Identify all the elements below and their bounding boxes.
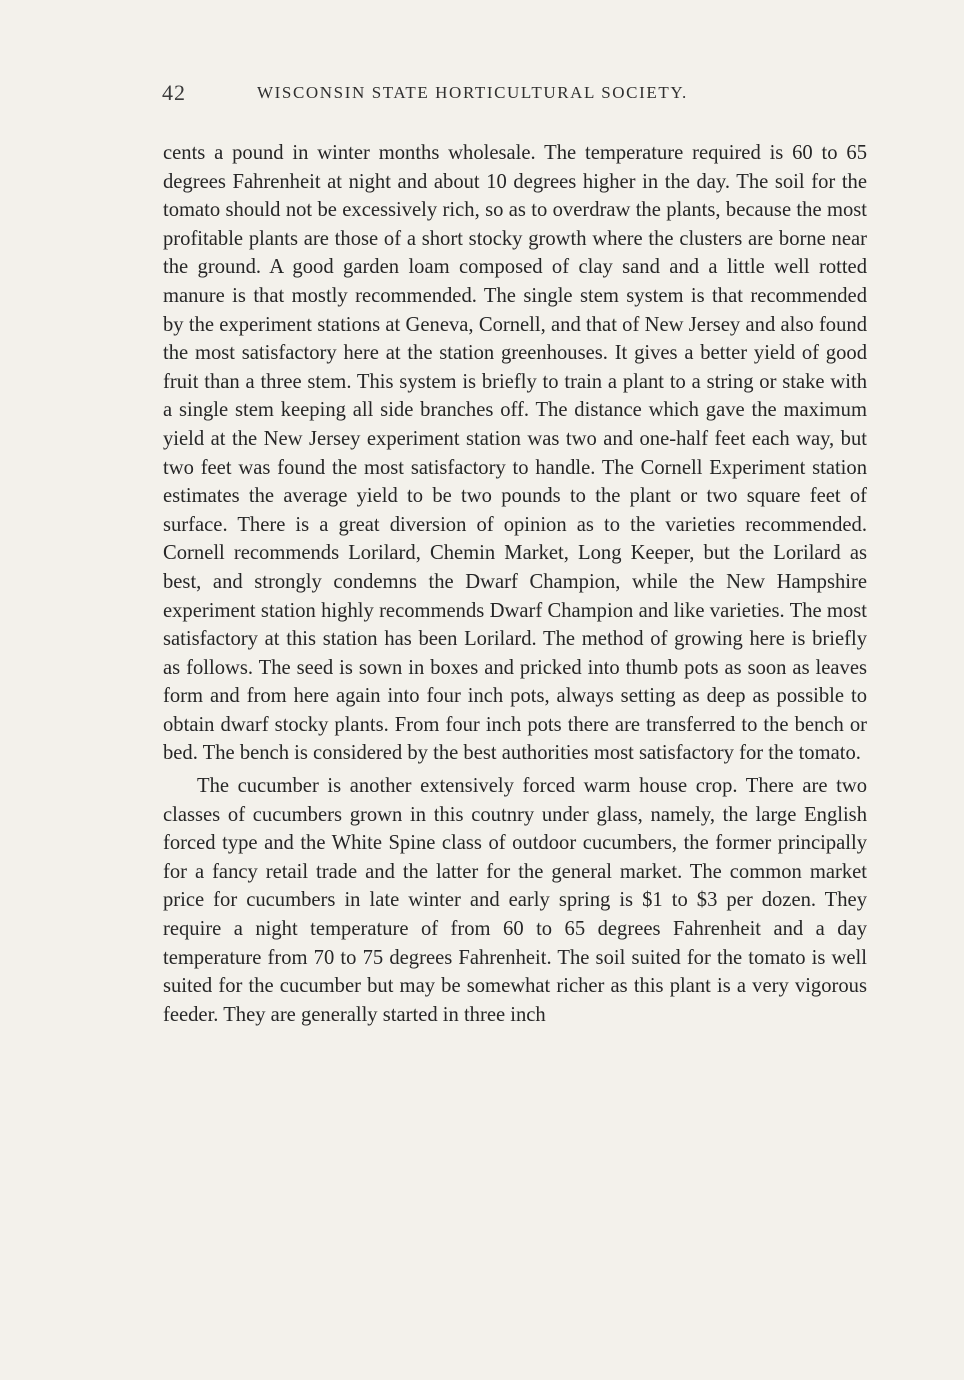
- page-header: [162, 80, 864, 108]
- page-number: 42: [162, 80, 186, 105]
- paragraph-cucumber: The cucumber is another extensively forced warm house crop. There are two classes of cucumbers grown in this coutnry under glass, namely, the large English forced type and the White Spine class of outdoor cucumbers, the former principally for a fancy retail trade and the latter for the general market. The common market price for cucumbers in late winter and early spring is $1 to $3 per dozen. They require a night temperature of from 60 to 65 degrees Fahrenheit and a day temperature from 70 to 75 degrees Fahrenheit. The soil suited for the tomato is well suited for the cucumber but may be somewhat richer as this plant is a very vigorous feeder. They are generally started in three inch: [163, 775, 867, 1026]
- body-text: [163, 139, 867, 1029]
- running-head: WISCONSIN STATE HORTICULTURAL SOCIETY.: [257, 83, 688, 102]
- paragraph-tomato-continued: cents a pound in winter months wholesale. The temperature required is 60 to 65 degrees Fahrenheit at night and about 10 degrees higher in the day. The soil for the tomato should not be excessively rich, so as to overdraw the plants, because the most profitable plants are those of a short stocky growth where the clusters are borne near the ground. A good garden loam composed of clay sand and a little well rotted manure is that mostly recommended. The single stem system is that recommended by the experiment stations at Geneva, Cornell, and that of New Jersey and also found the most satisfactory here at the station greenhouses. It gives a better yield of good fruit than a three stem. This system is briefly to train a plant to a string or stake with a single stem keeping all side branches off. The distance which gave the maximum yield at the New Jersey experiment station was two and one-half feet each way, but two feet was found the most satisfactory to handle. The Cornell Experiment station estimates the average yield to be two pounds to the plant or two square feet of surface. There is a great diversion of opinion as to the varieties recommended. Cornell recommends Lorilard, Chemin Market, Long Keeper, but the Lorilard as best, and strongly condemns the Dwarf Champion, while the New Hampshire experiment station highly recommends Dwarf Champion and like varieties. The most satisfactory at this station has been Lorilard. The method of growing here is briefly as follows. The seed is sown in boxes and pricked into thumb pots as soon as leaves form and from here again into four inch pots, always setting as deep as possible to obtain dwarf stocky plants. From four inch pots there are transferred to the bench or bed. The bench is considered by the best authorities most satisfactory for the tomato.: [163, 142, 867, 765]
